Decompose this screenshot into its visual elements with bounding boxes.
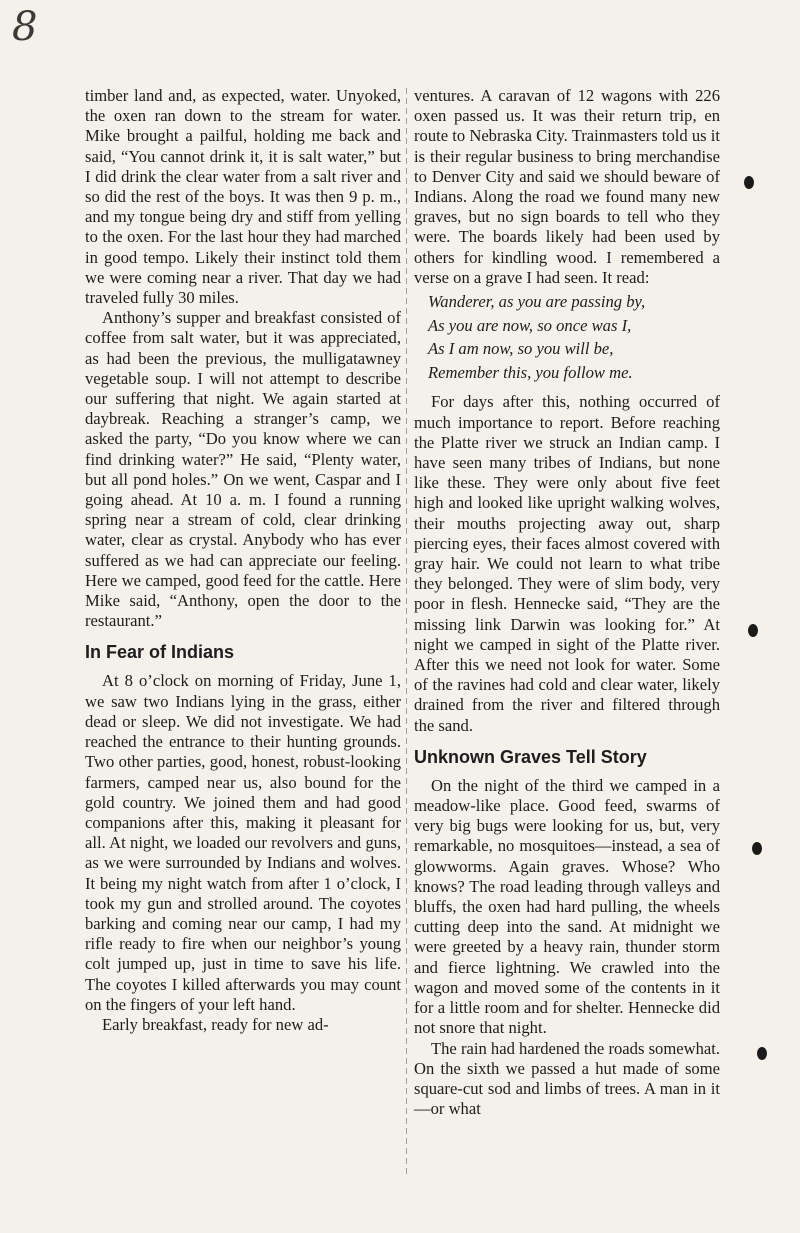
left-paragraph-2: Anthony’s supper and breakfast consisted of coffee from salt water, but it was appreciated, as had been the previous, the mulligatawney vegetable soup. I will not attempt to describe our suffering that night. We again started at daybreak. Reaching a stranger’s camp, we asked the party, “Do you know where we can find drinking water?” He said, “Plenty water, but all pond holes.” On we went, Caspar and I going ahead. At 10 a. m. I found a running spring near a stream of cold, clear drinking water, clear as crystal. Anybody who has ever suffered as we had can appreciate our feeling. Here we camped, good feed for the cattle. Here Mike said, “Anthony, open the door to the restaurant.” xyxy=(85,308,401,631)
right-paragraph-1: ventures. A caravan of 12 wagons with 226 oxen passed us. It was their return trip, en route to Nebraska City. Trainmasters told us it is their regular business to bring merchandise to Denver City and said we should beware of Indians. Along the road we found many new graves, but no sign boards to tell who they were. The boards likely had been used by others for kindling wood. I remembered a verse on a grave I had seen. It read: xyxy=(414,86,720,287)
right-paragraph-3: On the night of the third we camped in a meadow-like place. Good feed, swarms of very big bugs were looking for us, but, very remarkable, no mosquitoes—instead, a sea of glowworms. Again graves. Whose? Who knows? The road leading through valleys and bluffs, the oxen had hard pulling, the wheels cutting deep into the sand. At midnight we were greeted by a heavy rain, thunder storm and fierce lightning. We crawled into the wagon and moved some of the contents in it for a little room and for shelter. Hennecke did not snore that night. xyxy=(414,775,720,1038)
binding-hole xyxy=(748,624,758,637)
right-paragraph-2: For days after this, nothing occurred of much importance to report. Before reaching the Platte river we struck an Indian camp. I have seen many tribes of Indians, but none like these. They were only about five feet high and looked like upright walking wolves, their mouths projecting away out, sharp piercing eyes, their faces almost covered with gray hair. We could not learn to what tribe they belonged. They were of slim body, very poor in flesh. Hennecke said, “They are the missing link Darwin was looking for.” At night we camped in sight of the Platte river. After this we need not look for water. Some of the ravines had cold and clear water, likely drained from the river and filtered through the sand. xyxy=(414,392,720,735)
verse-line: Remember this, you follow me. xyxy=(428,362,633,382)
verse-line: As you are now, so once was I, xyxy=(428,315,632,335)
binding-hole xyxy=(757,1047,767,1060)
heading-unknown-graves: Unknown Graves Tell Story xyxy=(414,746,647,767)
verse-line: Wanderer, as you are passing by, xyxy=(428,292,646,312)
left-column xyxy=(85,86,401,1035)
binding-hole xyxy=(744,176,754,189)
binding-hole xyxy=(752,842,762,855)
right-paragraph-4: The rain had hardened the roads somewhat. On the sixth we passed a hut made of some square-cut sod and limbs of trees. A man in it—or what xyxy=(414,1038,720,1119)
column-divider xyxy=(406,88,407,1178)
left-paragraph-4: Early breakfast, ready for new ad- xyxy=(102,1014,329,1034)
grave-verse xyxy=(414,290,720,384)
left-paragraph-1: timber land and, as expected, water. Unyoked, the oxen ran down to the stream for water. Mike brought a pailful, holding me back and said, “You cannot drink it, it is salt water,” but I did drink the clear water from a salt river and so did the rest of the boys. It was then 9 p. m., and my tongue being dry and stiff from yelling to the oxen. For the last hour they had marched in good tempo. Likely their instinct told them we were coming near a river. That day we had traveled fully 30 miles. xyxy=(85,86,401,308)
heading-in-fear-of-indians: In Fear of Indians xyxy=(85,642,235,663)
right-column xyxy=(414,86,720,1119)
left-paragraph-3: At 8 o’clock on morning of Friday, June 1, we saw two Indians lying in the grass, either dead or sleep. We did not investigate. We had reached the entrance to their hunting grounds. Two other parties, good, honest, robust-looking farmers, camped near us, also bound for the gold country. We joined them and had good companions after this, making it pleasant for all. At night, we loaded our revolvers and guns, as we were surrounded by Indians and wolves. It being my night watch from after 1 o’clock, I took my gun and strolled around. The coyotes barking and coming near our camp, I had my rifle ready to fire when our neighbor’s young colt jumped up, just in time to save his life. The coyotes I killed afterwards you may count on the fingers of your left hand. xyxy=(85,671,401,1014)
page-number: 8 xyxy=(12,4,38,50)
verse-line: As I am now, so you will be, xyxy=(428,339,614,359)
